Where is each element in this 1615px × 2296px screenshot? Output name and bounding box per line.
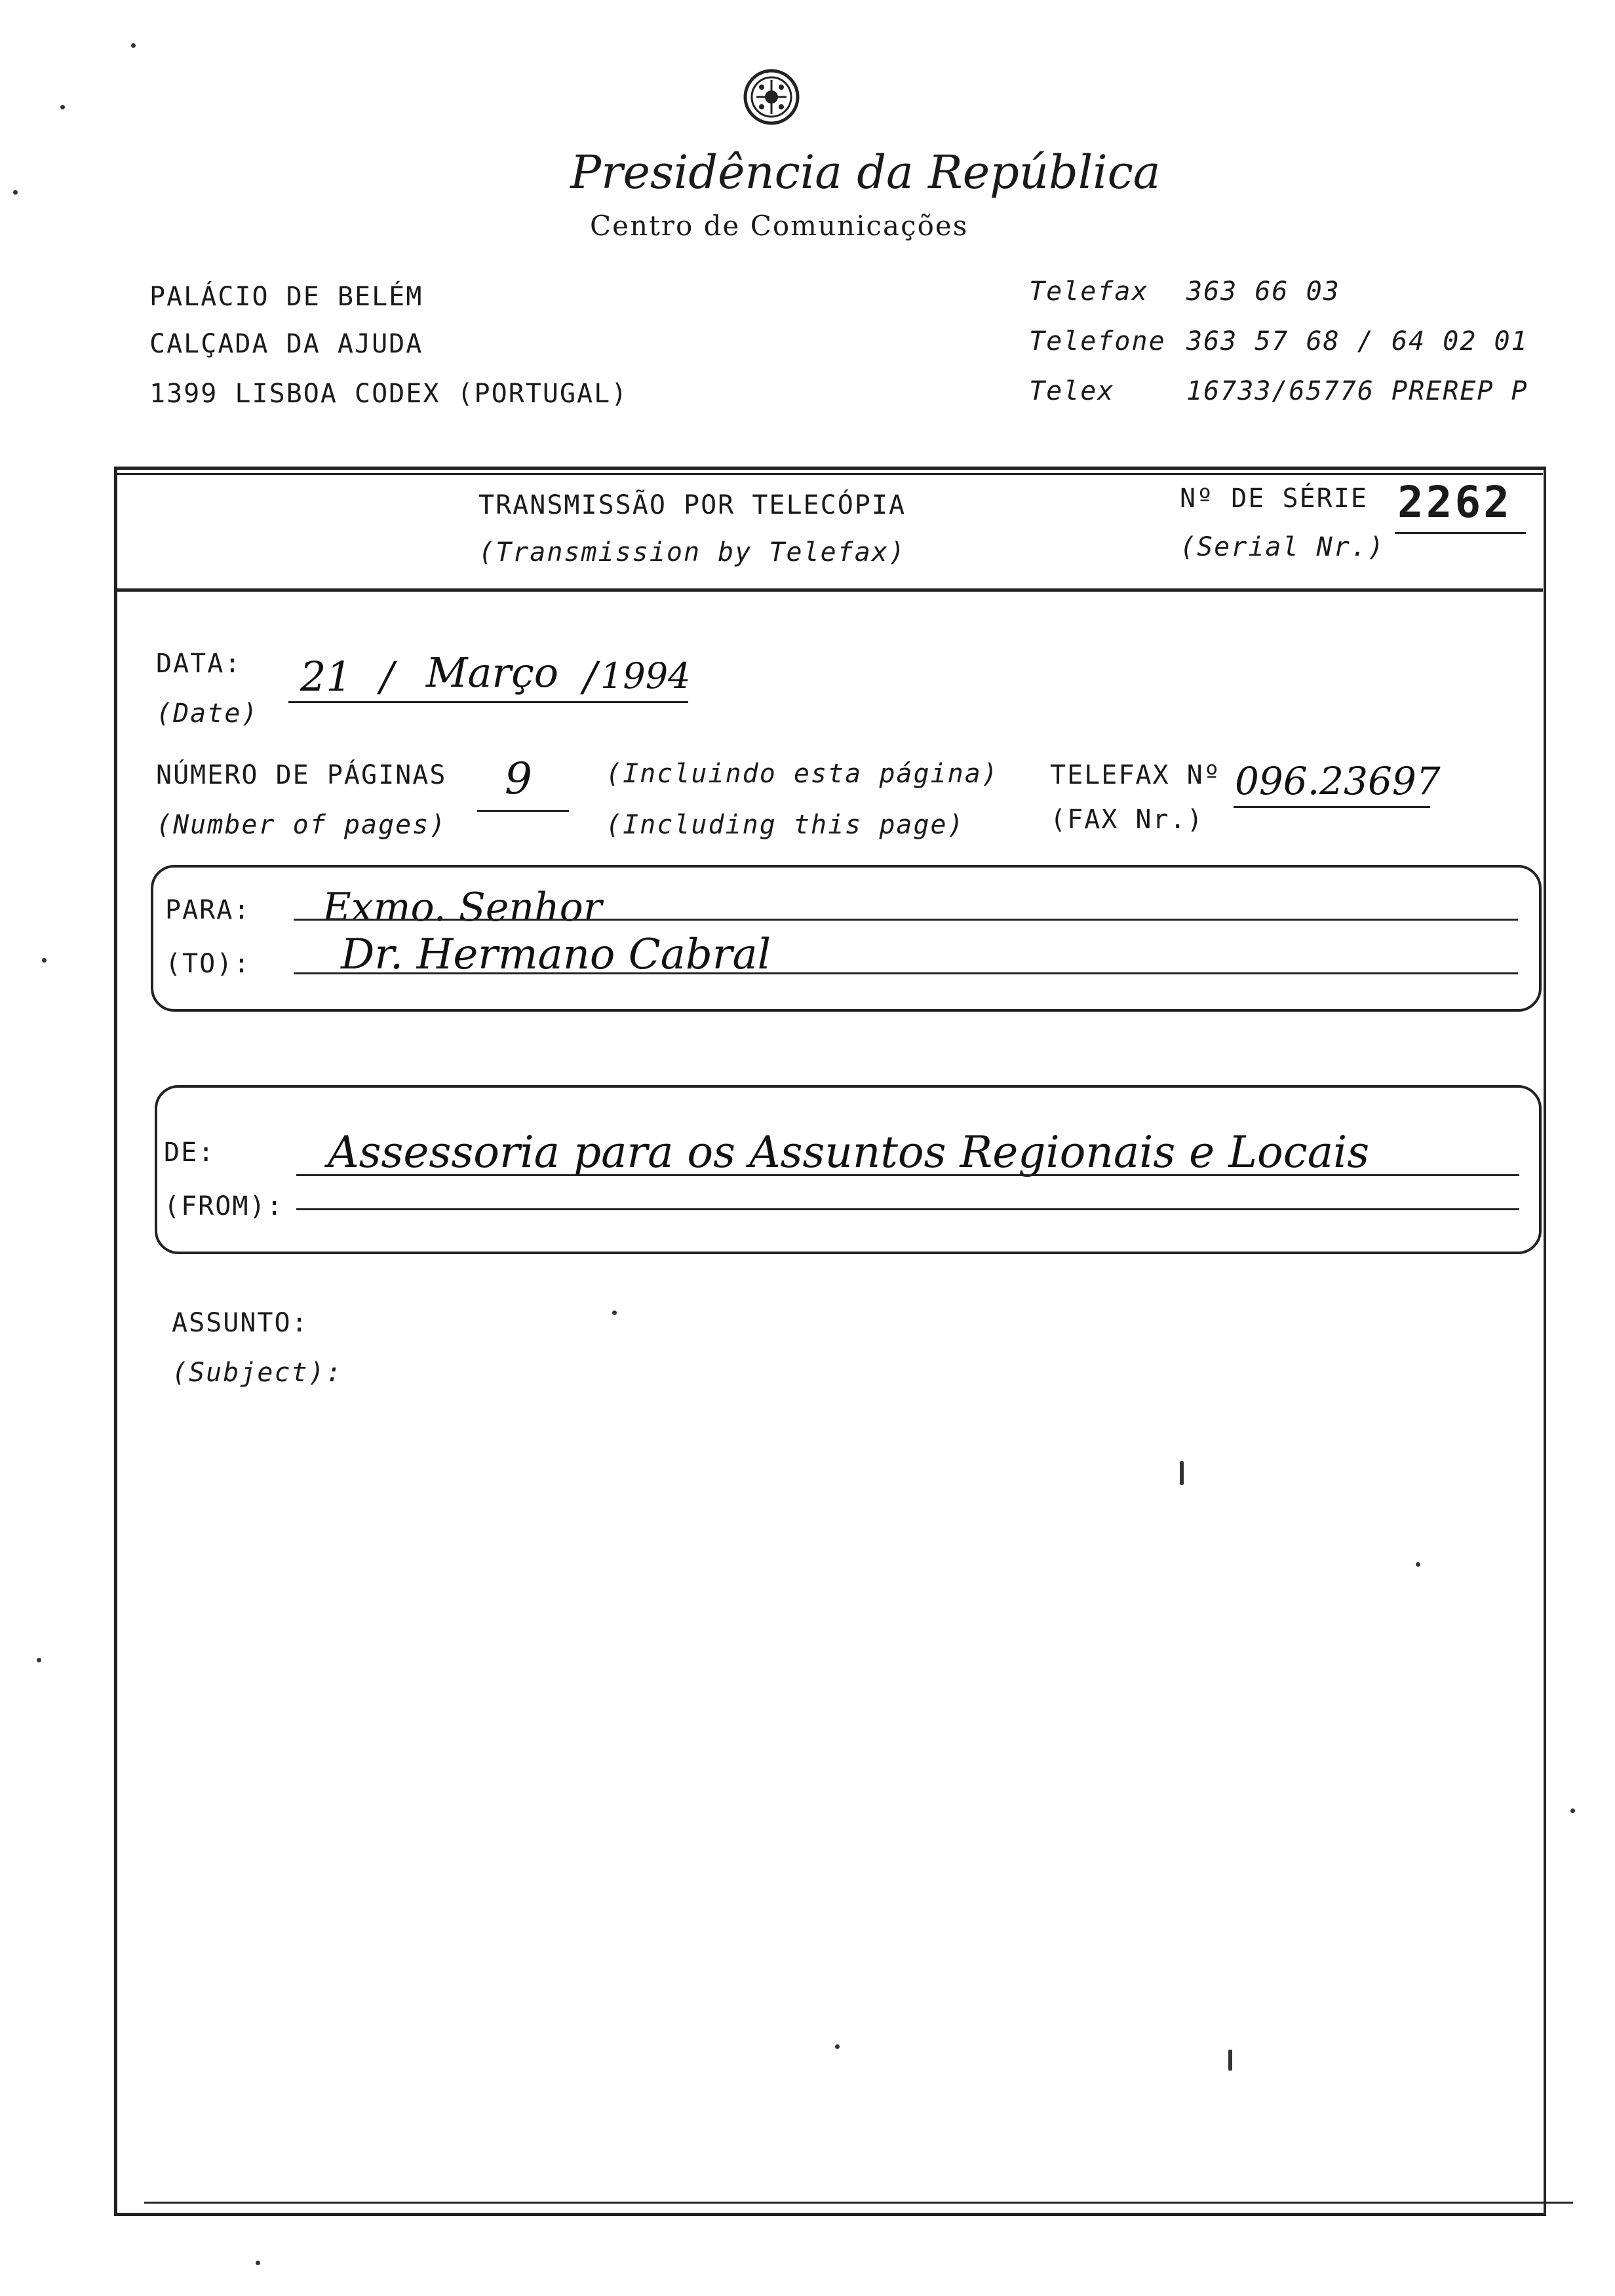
scan-speck bbox=[60, 105, 65, 109]
scan-speck bbox=[1180, 1461, 1184, 1485]
from-label: DE: bbox=[164, 1138, 216, 1168]
date-year: 1994 bbox=[600, 655, 691, 697]
to-label: PARA: bbox=[165, 895, 251, 925]
address-line-1: PALÁCIO DE BELÉM bbox=[149, 282, 423, 312]
date-underline bbox=[288, 701, 688, 703]
scan-speck bbox=[1228, 2050, 1232, 2071]
from-line-1: Assessoria para os Assuntos Regionais e Locais bbox=[328, 1127, 1370, 1177]
serial-label: Nº DE SÉRIE bbox=[1180, 484, 1368, 514]
to-line-2: Dr. Hermano Cabral bbox=[341, 930, 771, 979]
date-label-en: (Date) bbox=[156, 698, 259, 729]
contact-label-telefax: Telefax bbox=[1029, 277, 1149, 307]
from-underline-2 bbox=[296, 1208, 1519, 1210]
pages-note-en: (Including this page) bbox=[606, 810, 965, 840]
scan-speck bbox=[37, 1658, 41, 1662]
pages-label: NÚMERO DE PÁGINAS bbox=[156, 760, 447, 790]
from-label-en: (FROM): bbox=[164, 1191, 284, 1221]
scan-speck bbox=[131, 43, 136, 48]
coat-of-arms-icon bbox=[742, 66, 801, 128]
contact-label-telex: Telex bbox=[1029, 376, 1115, 406]
to-line-1: Exmo. Senhor bbox=[322, 885, 602, 930]
fax-label: TELEFAX Nº bbox=[1050, 760, 1221, 790]
header-subtitle: Centro de Comunicações bbox=[590, 210, 969, 242]
fax-value: 096.23697 bbox=[1235, 759, 1441, 803]
pages-note: (Incluindo esta página) bbox=[606, 759, 999, 789]
scan-speck bbox=[1416, 1562, 1420, 1567]
date-day: 21 bbox=[300, 653, 352, 700]
scan-speck bbox=[42, 958, 47, 963]
contact-value-telefone: 363 57 68 / 64 02 01 bbox=[1186, 326, 1528, 356]
form-title: TRANSMISSÃO POR TELECÓPIA bbox=[478, 490, 906, 520]
pages-underline bbox=[477, 810, 569, 812]
fax-label-en: (FAX Nr.) bbox=[1050, 805, 1204, 835]
subject-label: ASSUNTO: bbox=[172, 1308, 309, 1338]
address-line-2: CALÇADA DA AJUDA bbox=[149, 329, 423, 359]
scan-speck bbox=[1570, 1808, 1575, 1813]
address-line-3: 1399 LISBOA CODEX (PORTUGAL) bbox=[149, 379, 629, 409]
serial-underline bbox=[1395, 532, 1526, 534]
fax-underline bbox=[1234, 806, 1430, 808]
date-sep-1: / bbox=[380, 653, 394, 700]
form-bottom-double bbox=[144, 2202, 1573, 2204]
to-underline-2 bbox=[294, 972, 1518, 974]
form-header-divider bbox=[114, 588, 1543, 592]
date-sep-2: / bbox=[583, 653, 597, 700]
serial-number: 2262 bbox=[1397, 477, 1512, 527]
scan-speck bbox=[256, 2261, 260, 2265]
form-title-en: (Transmission by Telefax) bbox=[478, 537, 906, 567]
pages-value: 9 bbox=[505, 754, 532, 804]
from-underline-1 bbox=[296, 1174, 1519, 1176]
date-month: Março bbox=[426, 649, 559, 697]
pages-label-en: (Number of pages) bbox=[156, 810, 447, 840]
scan-speck bbox=[13, 190, 18, 195]
form-frame bbox=[114, 467, 1546, 2216]
form-frame-top-double bbox=[114, 473, 1543, 475]
contact-value-telex: 16733/65776 PREREP P bbox=[1186, 376, 1528, 406]
header-title: Presidência da República bbox=[570, 145, 1161, 199]
to-underline-1 bbox=[294, 919, 1518, 921]
date-label: DATA: bbox=[156, 649, 242, 679]
scan-speck bbox=[835, 2044, 840, 2049]
subject-label-en: (Subject): bbox=[172, 1358, 343, 1388]
to-label-en: (TO): bbox=[165, 949, 251, 979]
serial-label-en: (Serial Nr.) bbox=[1180, 532, 1385, 562]
contact-value-telefax: 363 66 03 bbox=[1186, 277, 1340, 307]
contact-label-telefone: Telefone bbox=[1029, 326, 1166, 356]
scan-speck bbox=[612, 1311, 617, 1315]
